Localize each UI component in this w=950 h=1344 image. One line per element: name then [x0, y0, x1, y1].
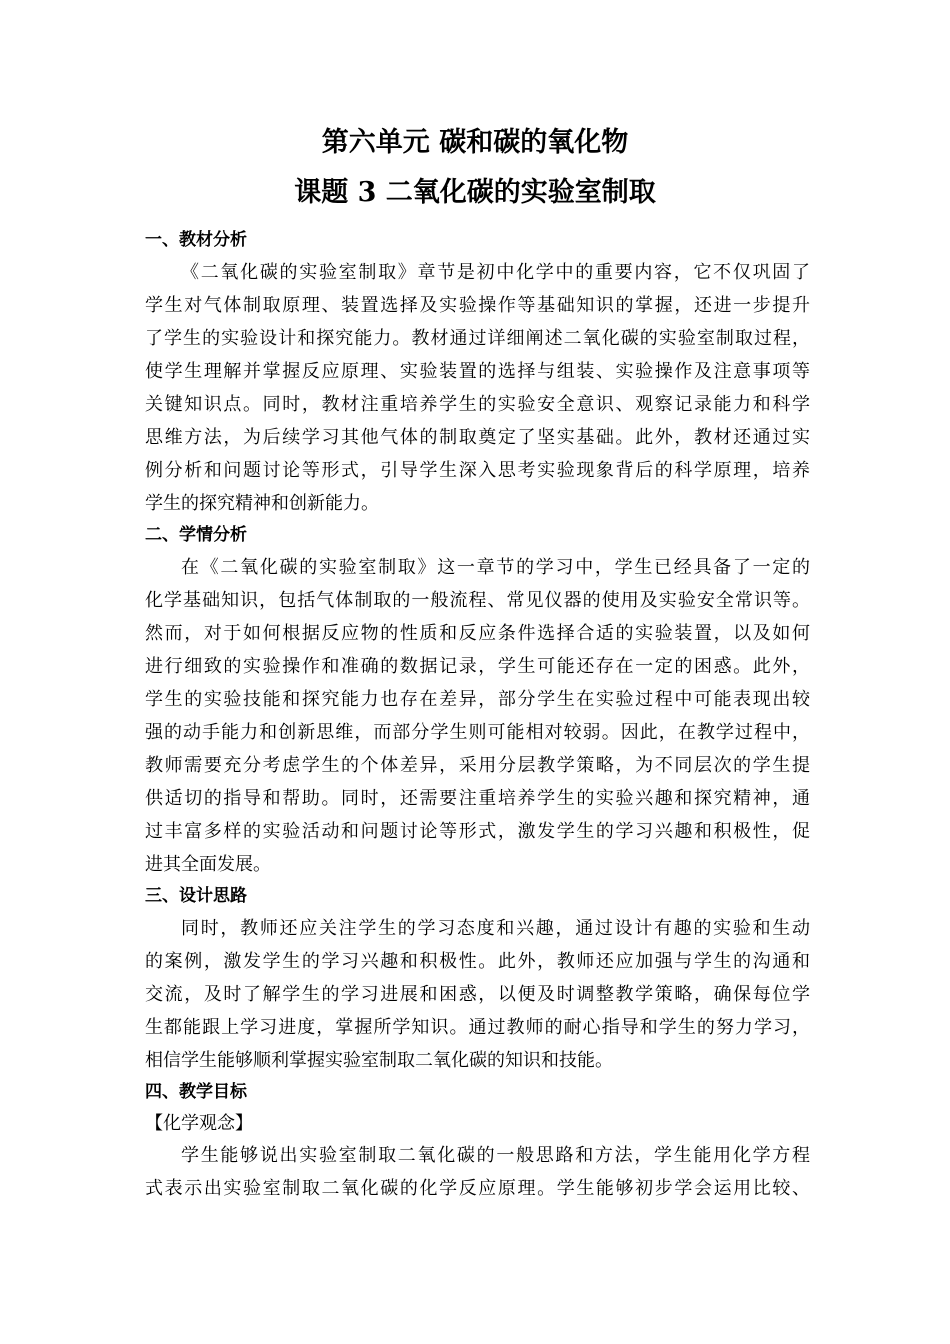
- paragraph-learner-analysis: [145, 551, 810, 881]
- paragraph-design-ideas: [145, 912, 810, 1077]
- section-heading-design-ideas: 三、设计思路: [145, 886, 247, 906]
- section-heading-teaching-goals: 四、教学目标: [145, 1082, 247, 1102]
- text-line: 强的动手能力和创新思维，而部分学生则可能相对较弱。因此，在教学过程中，: [145, 722, 810, 743]
- text-line: 供适切的指导和帮助。同时，还需要注重培养学生的实验兴趣和探究精神，通: [145, 788, 810, 809]
- text-line: 进行细致的实验操作和准确的数据记录，学生可能还存在一定的困惑。此外，: [145, 656, 810, 677]
- lesson-title: 课题 3 二氧化碳的实验室制取: [294, 177, 656, 208]
- text-line: 相信学生能够顺利掌握实验室制取二氧化碳的知识和技能。: [145, 1050, 613, 1071]
- text-line: 过丰富多样的实验活动和问题讨论等形式，激发学生的学习兴趣和积极性，促: [145, 821, 810, 842]
- paragraph-chemistry-concepts: [145, 1139, 810, 1205]
- text-line: 关键知识点。同时，教材注重培养学生的实验安全意识、观察记录能力和科学: [145, 394, 810, 415]
- text-line: 《二氧化碳的实验室制取》章节是初中化学中的重要内容，它不仅巩固了: [181, 262, 810, 283]
- document-body: [145, 225, 810, 1205]
- section-heading-learner-analysis: 二、学情分析: [145, 525, 247, 545]
- text-line: 在《二氧化碳的实验室制取》这一章节的学习中，学生已经具备了一定的: [181, 557, 810, 578]
- text-line: 学生的实验技能和探究能力也存在差异，部分学生在实验过程中可能表现出较: [145, 689, 810, 710]
- text-line: 教师需要充分考虑学生的个体差异，采用分层教学策略，为不同层次的学生提: [145, 755, 810, 776]
- text-line: 进其全面发展。: [145, 854, 271, 875]
- text-line: 例分析和问题讨论等形式，引导学生深入思考实验现象背后的科学原理，培养: [145, 460, 810, 481]
- text-line: 思维方法，为后续学习其他气体的制取奠定了坚实基础。此外，教材还通过实: [145, 427, 810, 448]
- section-heading-textbook-analysis: 一、教材分析: [145, 230, 247, 250]
- subheading-chemistry-concepts: 【化学观念】: [145, 1113, 253, 1134]
- paragraph-textbook-analysis: [145, 256, 810, 520]
- text-line: 交流，及时了解学生的学习进展和困惑，以便及时调整教学策略，确保每位学: [145, 984, 810, 1005]
- text-line: 生都能跟上学习进度，掌握所学知识。通过教师的耐心指导和学生的努力学习，: [145, 1017, 810, 1038]
- text-line: 学生能够说出实验室制取二氧化碳的一般思路和方法，学生能用化学方程: [181, 1145, 810, 1166]
- unit-title: 第六单元 碳和碳的氧化物: [321, 127, 629, 158]
- text-line: 同时，教师还应关注学生的学习态度和兴趣，通过设计有趣的实验和生动: [181, 918, 810, 939]
- text-line: 学生对气体制取原理、装置选择及实验操作等基础知识的掌握，还进一步提升: [145, 295, 810, 316]
- text-line: 学生的探究精神和创新能力。: [145, 493, 379, 514]
- text-line: 了学生的实验设计和探究能力。教材通过详细阐述二氧化碳的实验室制取过程，: [145, 328, 810, 349]
- text-line: 化学基础知识，包括气体制取的一般流程、常见仪器的使用及实验安全常识等。: [145, 590, 810, 611]
- text-line: 然而，对于如何根据反应物的性质和反应条件选择合适的实验装置，以及如何: [145, 623, 810, 644]
- text-line: 使学生理解并掌握反应原理、实验装置的选择与组装、实验操作及注意事项等: [145, 361, 810, 382]
- text-line: 式表示出实验室制取二氧化碳的化学反应原理。学生能够初步学会运用比较、: [145, 1178, 810, 1199]
- text-line: 的案例，激发学生的学习兴趣和积极性。此外，教师还应加强与学生的沟通和: [145, 951, 810, 972]
